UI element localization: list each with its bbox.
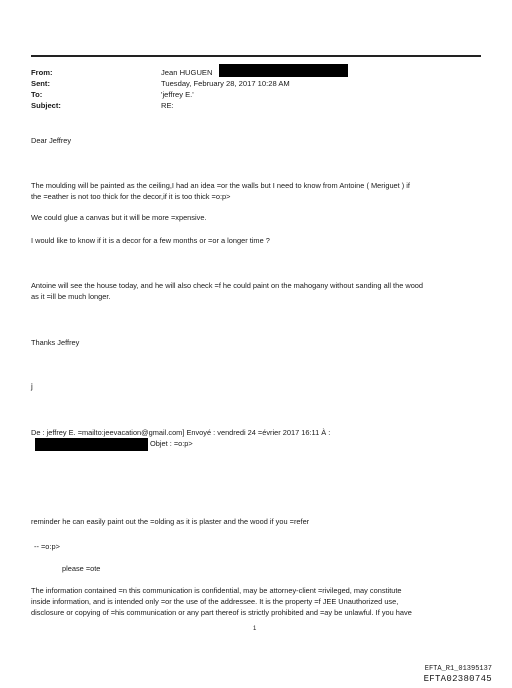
quoted-header-line-1: De : jeffrey E. =mailto:jeevacation@gmail.com] Envoyé : vendredi 24 =évrier 2017 16:11 À : bbox=[31, 428, 331, 437]
from-label: From: bbox=[31, 68, 53, 77]
subject-label: Subject: bbox=[31, 101, 61, 110]
paragraph-1-line-2: the =eather is not too thick for the decor,if it is too thick =o:p> bbox=[31, 192, 231, 201]
from-value: Jean HUGUEN bbox=[161, 68, 213, 77]
thanks-line: Thanks Jeffrey bbox=[31, 338, 80, 347]
dashes-line: -- =o:p> bbox=[34, 542, 60, 551]
please-note: please =ote bbox=[62, 564, 101, 573]
redaction-box bbox=[219, 64, 348, 77]
quoted-header-line-2: Objet : =o:p> bbox=[150, 439, 193, 448]
confidentiality-line-2: inside information, and is intended only =or the use of the addressee. It is the property =f JEE Unauthorized use, bbox=[31, 597, 399, 606]
to-value: 'jeffrey E.' bbox=[161, 90, 194, 99]
subject-value: RE: bbox=[161, 101, 174, 110]
paragraph-4-line-1: Antoine will see the house today, and he will also check =f he could paint on the mahogany without sanding all the wood bbox=[31, 281, 424, 290]
to-label: To: bbox=[31, 90, 43, 99]
signoff: j bbox=[31, 382, 33, 391]
bates-number-2: EFTA02380745 bbox=[423, 674, 492, 684]
confidentiality-line-1: The information contained =n this communication is confidential, may be attorney-client =rivileged, may constitute bbox=[31, 586, 402, 595]
bates-number-1: EFTA_R1_01395137 bbox=[424, 665, 492, 673]
sent-value: Tuesday, February 28, 2017 10:28 AM bbox=[161, 79, 290, 88]
paragraph-1-line-1: The moulding will be painted as the ceiling,I had an idea =or the walls but I need to know from Antoine ( Meriguet ) if bbox=[31, 181, 410, 190]
paragraph-4-line-2: as it =ill be much longer. bbox=[31, 292, 111, 301]
paragraph-3: I would like to know if it is a decor for a few months or =or a longer time ? bbox=[31, 236, 270, 245]
redaction-box bbox=[35, 438, 148, 451]
header-rule bbox=[31, 55, 481, 57]
paragraph-2: We could glue a canvas but it will be more =xpensive. bbox=[31, 213, 207, 222]
page-number: 1 bbox=[253, 626, 257, 632]
sent-label: Sent: bbox=[31, 79, 50, 88]
greeting: Dear Jeffrey bbox=[31, 136, 72, 145]
confidentiality-line-3: disclosure or copying of =his communication or any part thereof is strictly prohibited and =ay be unlawful. If you have bbox=[31, 608, 412, 617]
reminder-line: reminder he can easily paint out the =olding as it is plaster and the wood if you =refer bbox=[31, 517, 310, 526]
